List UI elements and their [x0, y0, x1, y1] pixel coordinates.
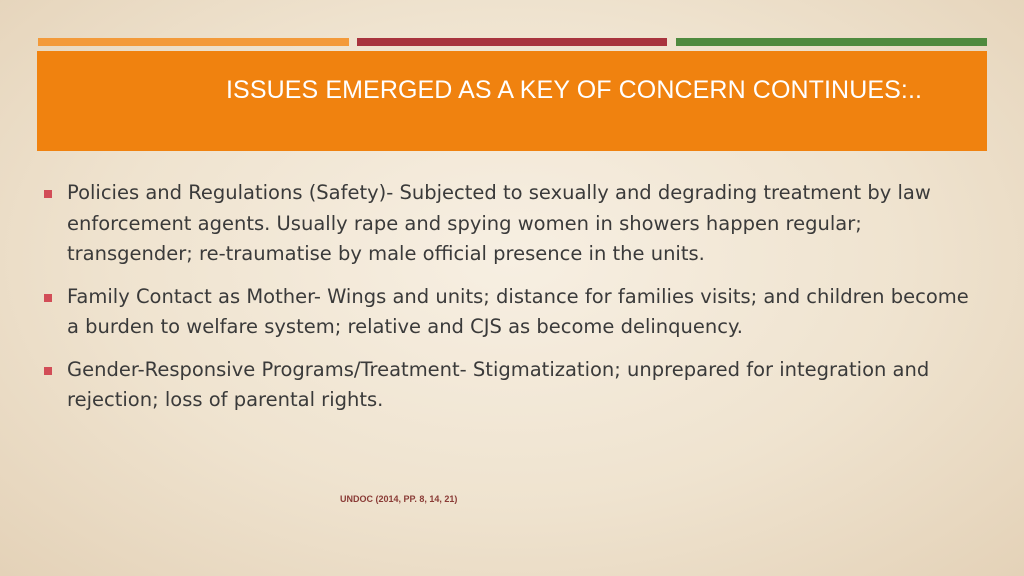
- accent-bar-orange: [38, 38, 349, 46]
- square-bullet-icon: [44, 294, 52, 302]
- bullet-text: Gender-Responsive Programs/Treatment- Stigmatization; unprepared for integration and rejection; loss of parental rights.: [67, 357, 930, 411]
- accent-bar-red: [357, 38, 667, 46]
- bullet-text: Policies and Regulations (Safety)- Subjected to sexually and degrading treatment by law enforcement agents. Usually rape and spying women in showers happen regular; transgender; re-traumatise by male official presence in the units.: [67, 181, 931, 265]
- bullet-item: [44, 282, 984, 343]
- bullet-text: Family Contact as Mother- Wings and units; distance for families visits; and children become a burden to welfare system; relative and CJS as become delinquency.: [67, 284, 969, 338]
- bullet-item: [44, 178, 984, 270]
- slide-title: ISSUES EMERGED AS A KEY OF CONCERN CONTINUES:..: [226, 76, 923, 104]
- accent-bar-green: [676, 38, 987, 46]
- bullet-list: [44, 178, 984, 428]
- square-bullet-icon: [44, 190, 52, 198]
- citation: UNDOC (2014, PP. 8, 14, 21): [340, 494, 458, 504]
- square-bullet-icon: [44, 367, 52, 375]
- bullet-item: [44, 355, 984, 416]
